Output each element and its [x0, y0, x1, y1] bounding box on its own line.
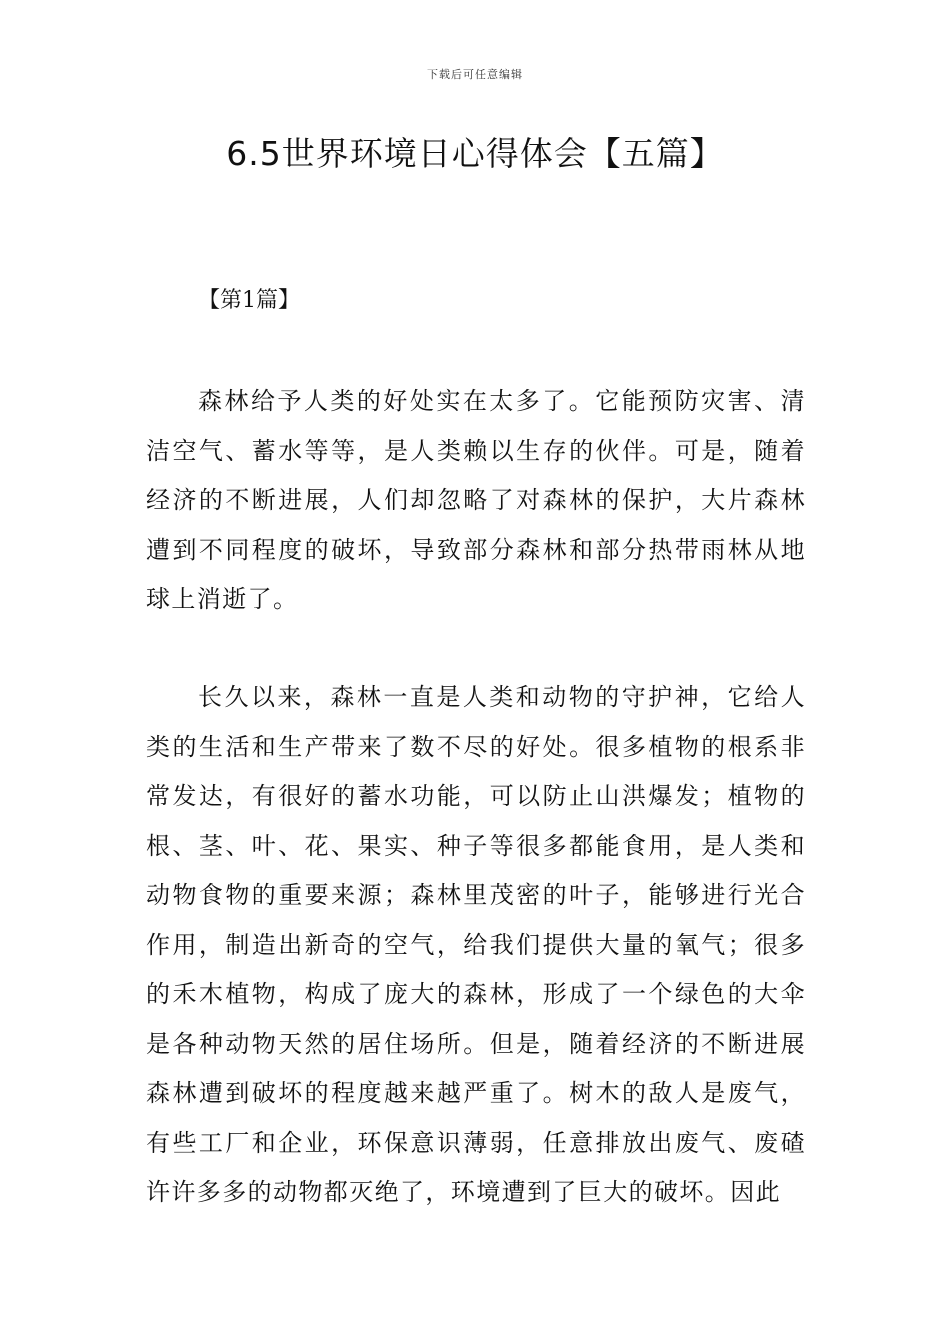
document-title: 6.5世界环境日心得体会【五篇】 [226, 134, 724, 173]
header-note: 下载后可任意编辑 [427, 68, 523, 81]
body-paragraph: 森林给予人类的好处实在太多了。它能预防灾害、清洁空气、蓄水等等，是人类赖以生存的伙伴。可是，随着经济的不断进展，人们却忽略了对森林的保护，大片森林遭到不同程度的破坏，导致部分森林和部分热带雨林从地球上消逝了。 [146, 387, 806, 613]
section-heading: 【第1篇】 [198, 288, 300, 313]
body-paragraph: 长久以来，森林一直是人类和动物的守护神，它给人类的生活和生产带来了数不尽的好处。很多植物的根系非常发达，有很好的蓄水功能，可以防止山洪爆发；植物的根、茎、叶、花、果实、种子等很多都能食用，是人类和动物食物的重要来源；森林里茂密的叶子，能够进行光合作用，制造出新奇的空气，给我们提供大量的氧气；很多的禾木植物，构成了庞大的森林，形成了一个绿色的大伞是各种动物天然的居住场所。但是，随着经济的不断进展森林遭到破坏的程度越来越严重了。树木的敌人是废气，有些工厂和企业，环保意识薄弱，任意排放出废气、废碴许许多多的动物都灭绝了，环境遭到了巨大的破坏。因此 [146, 683, 806, 1206]
